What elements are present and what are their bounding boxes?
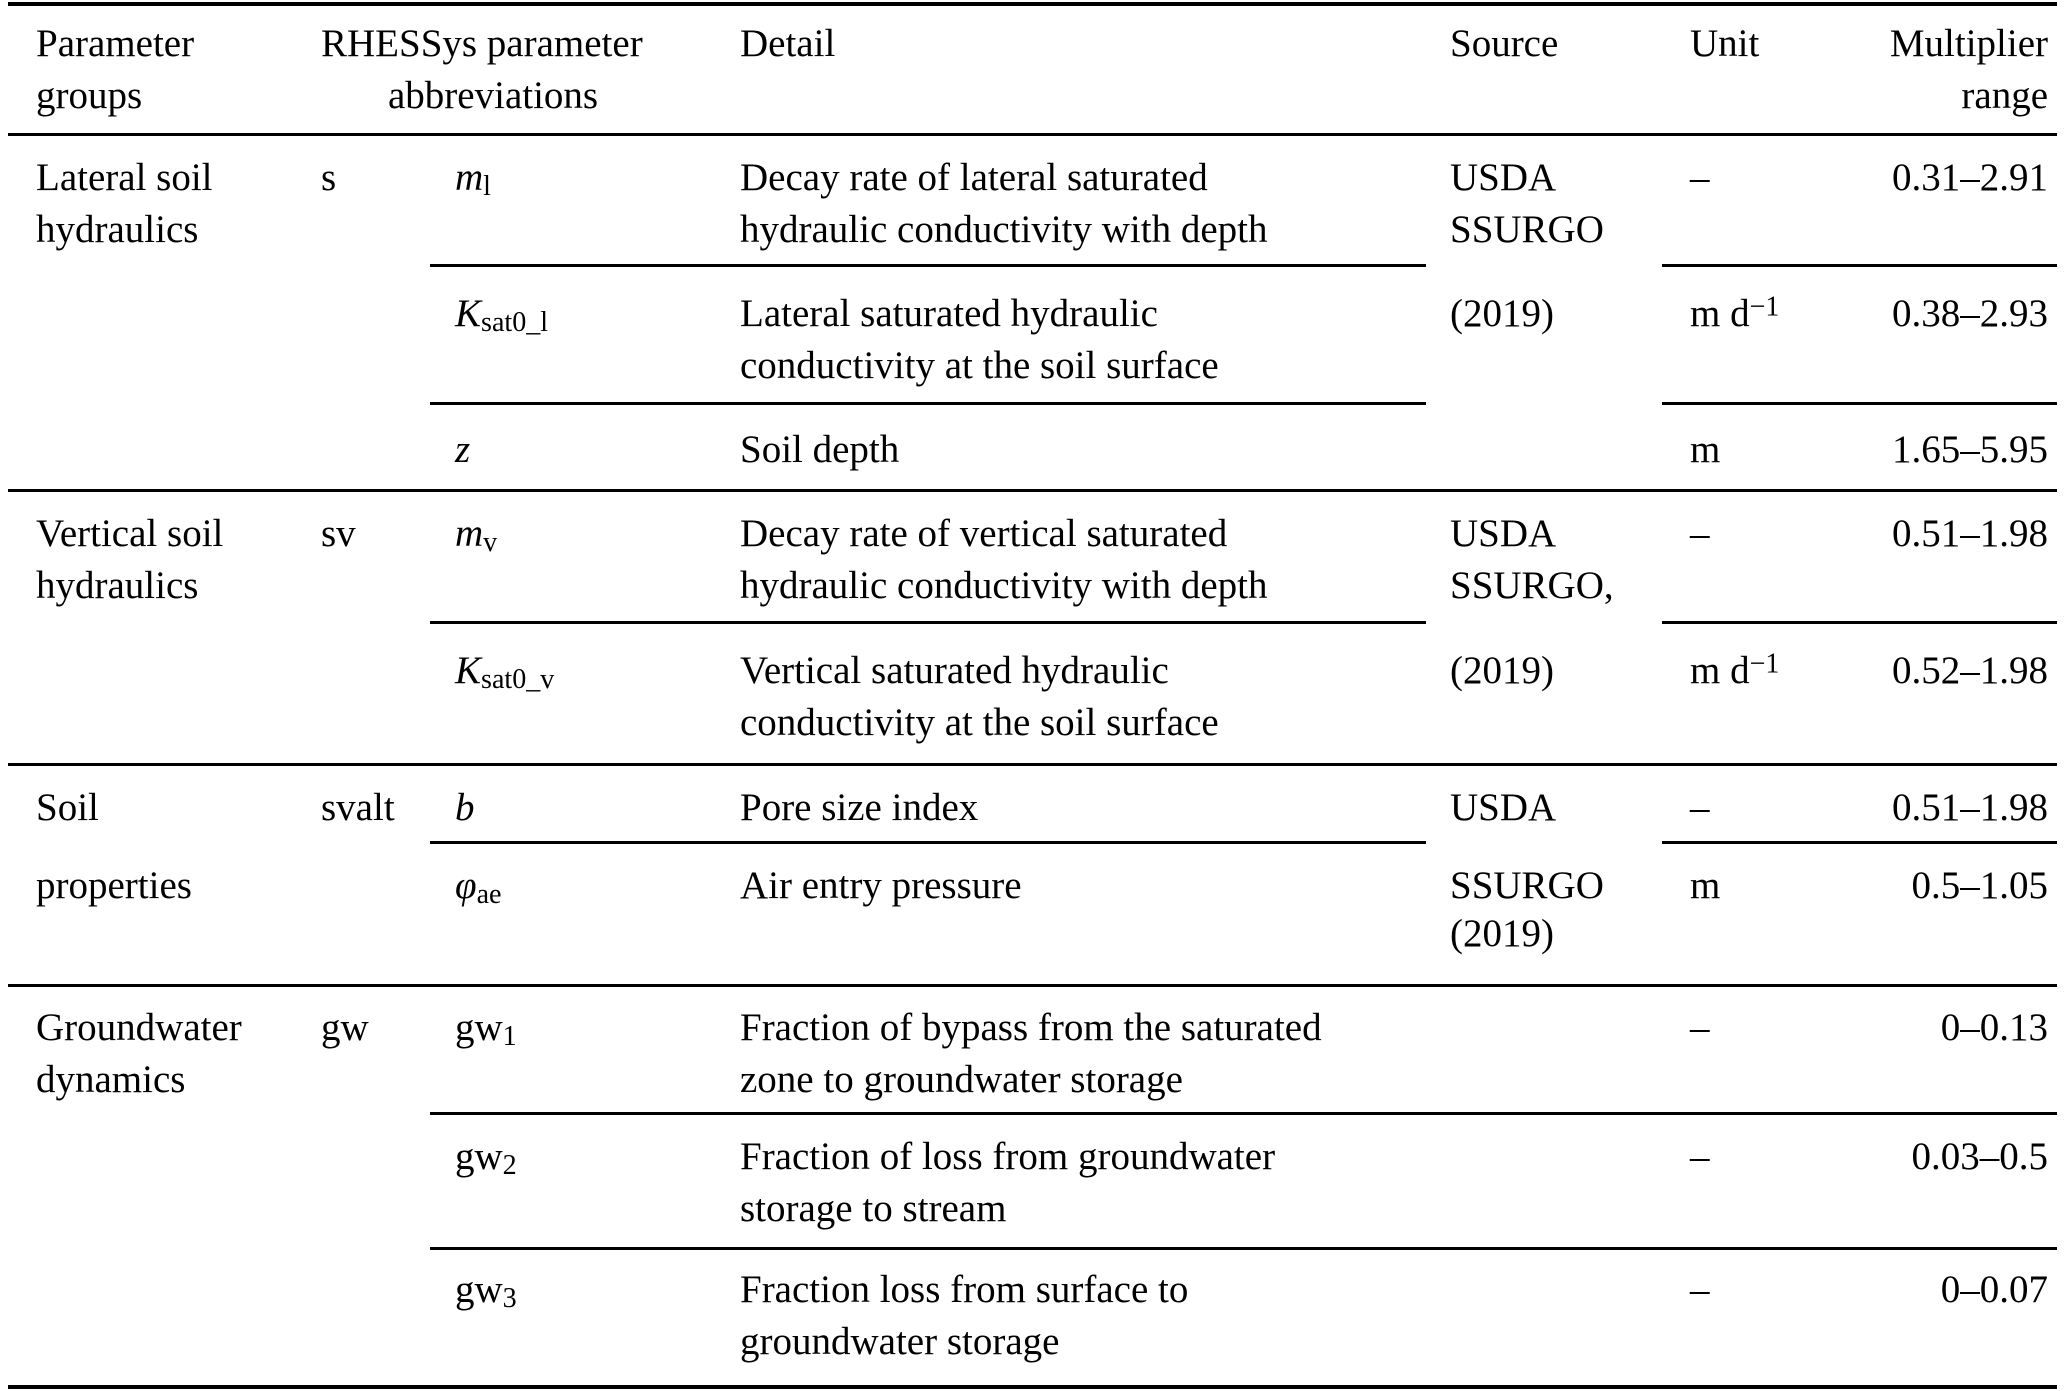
- detail-text-line2: zone to groundwater storage: [740, 1058, 1183, 1101]
- detail-text-line2: conductivity at the soil surface: [740, 344, 1219, 387]
- unit-exponent: −1: [1749, 291, 1780, 323]
- symbol-sub: 1: [502, 1021, 517, 1053]
- source-text: (2019): [1450, 649, 1554, 692]
- detail-text: Decay rate of lateral saturated: [740, 156, 1208, 199]
- group-name-line2: dynamics: [36, 1058, 186, 1101]
- symbol-base: K: [455, 649, 482, 692]
- unit-text: [1690, 508, 1710, 560]
- row-rule: [1662, 621, 2057, 624]
- detail-text: Fraction of bypass from the saturated: [740, 1006, 1322, 1049]
- symbol-sub: 3: [502, 1283, 517, 1315]
- group-abbr: svalt: [321, 786, 395, 829]
- multiplier-range-value: 0.03–0.5: [1911, 1135, 2048, 1178]
- multiplier-range-value: 0.51–1.98: [1892, 786, 2048, 829]
- row-rule: [1662, 841, 2057, 844]
- unit-base: m d: [1690, 292, 1750, 335]
- unit-base: –: [1690, 1268, 1710, 1311]
- group-abbr: s: [321, 156, 337, 199]
- source-text: USDA: [1450, 786, 1557, 829]
- symbol-base: gw: [455, 1135, 503, 1178]
- row-rule: [430, 841, 1426, 844]
- symbol-base: b: [455, 786, 475, 829]
- param-symbol: [455, 1264, 517, 1316]
- param-symbol: [455, 288, 548, 340]
- unit-base: –: [1690, 512, 1710, 555]
- group-separator-rule: [8, 984, 2057, 987]
- group-name: Groundwater: [36, 1006, 242, 1049]
- detail-text: Fraction of loss from groundwater: [740, 1135, 1276, 1178]
- detail-text: Fraction loss from surface to: [740, 1268, 1189, 1311]
- multiplier-range-value: 0.51–1.98: [1892, 512, 2048, 555]
- col-header-parameter-groups-line2: groups: [36, 74, 143, 117]
- col-header-unit: Unit: [1690, 22, 1760, 65]
- symbol-base: z: [455, 428, 471, 471]
- col-header-source: Source: [1450, 22, 1559, 65]
- symbol-sub: ae: [476, 879, 502, 911]
- row-rule: [430, 402, 1426, 405]
- unit-base: m: [1690, 864, 1721, 907]
- symbol-sub: sat0_v: [481, 664, 555, 696]
- symbol-sub: l: [483, 171, 491, 203]
- unit-text: [1690, 645, 1779, 697]
- group-name-line2: hydraulics: [36, 208, 199, 251]
- param-symbol: [455, 424, 470, 476]
- detail-text: Air entry pressure: [740, 864, 1022, 907]
- row-rule: [430, 621, 1426, 624]
- detail-text-line2: conductivity at the soil surface: [740, 701, 1219, 744]
- group-separator-rule: [8, 489, 2057, 492]
- unit-exponent: −1: [1749, 648, 1780, 680]
- source-text: USDA: [1450, 512, 1557, 555]
- source-text: SSURGO: [1450, 864, 1604, 907]
- param-symbol: [455, 782, 475, 834]
- col-header-rhessys-abbreviations: RHESSys parameter: [321, 22, 643, 65]
- unit-base: m d: [1690, 649, 1750, 692]
- multiplier-range-value: 0.5–1.05: [1911, 864, 2048, 907]
- group-name-line2: properties: [36, 864, 192, 907]
- unit-text: [1690, 288, 1779, 340]
- symbol-sub: 2: [502, 1150, 517, 1182]
- multiplier-range-value: 0.31–2.91: [1892, 156, 2048, 199]
- unit-text: [1690, 860, 1720, 912]
- unit-base: –: [1690, 156, 1710, 199]
- param-symbol: [455, 1131, 517, 1183]
- symbol-sub: v: [483, 527, 498, 559]
- detail-text-line2: groundwater storage: [740, 1320, 1060, 1363]
- unit-text: [1690, 424, 1720, 476]
- multiplier-range-value: 0–0.13: [1940, 1006, 2048, 1049]
- col-header-multiplier-range: Multiplier: [1889, 22, 2048, 65]
- detail-text-line2: storage to stream: [740, 1187, 1007, 1230]
- group-separator-rule: [8, 763, 2057, 766]
- unit-text: [1690, 1131, 1710, 1183]
- source-text-line2: SSURGO: [1450, 208, 1604, 251]
- unit-base: –: [1690, 1135, 1710, 1178]
- group-name: Lateral soil: [36, 156, 213, 199]
- header-rule: [8, 133, 2057, 136]
- symbol-base: K: [455, 292, 482, 335]
- detail-text: Vertical saturated hydraulic: [740, 649, 1169, 692]
- multiplier-range-value: 1.65–5.95: [1892, 428, 2048, 471]
- param-symbol: [455, 1002, 517, 1054]
- param-symbol: [455, 860, 502, 912]
- detail-text: Decay rate of vertical saturated: [740, 512, 1228, 555]
- detail-text: Soil depth: [740, 428, 900, 471]
- unit-base: m: [1690, 428, 1721, 471]
- symbol-base: gw: [455, 1006, 503, 1049]
- group-abbr: sv: [321, 512, 356, 555]
- symbol-base: m: [455, 156, 484, 199]
- symbol-sub: sat0_l: [481, 307, 549, 339]
- source-text: USDA: [1450, 156, 1557, 199]
- unit-text: [1690, 152, 1710, 204]
- row-rule: [430, 1112, 2057, 1115]
- row-rule: [1662, 402, 2057, 405]
- row-rule: [430, 264, 1426, 267]
- col-header-multiplier-range-line2: range: [1961, 74, 2048, 117]
- detail-text: Lateral saturated hydraulic: [740, 292, 1158, 335]
- detail-text-line2: hydraulic conductivity with depth: [740, 208, 1268, 251]
- multiplier-range-value: 0.52–1.98: [1892, 649, 2048, 692]
- multiplier-range-value: 0.38–2.93: [1892, 292, 2048, 335]
- col-header-rhessys-abbreviations-line2: abbreviations: [388, 74, 599, 117]
- source-text-line2: SSURGO,: [1450, 564, 1614, 607]
- symbol-base: φ: [455, 864, 477, 907]
- unit-base: –: [1690, 786, 1710, 829]
- col-header-detail: Detail: [740, 22, 836, 65]
- row-rule: [1662, 264, 2057, 267]
- source-text-line2: (2019): [1450, 912, 1554, 955]
- unit-text: [1690, 1264, 1710, 1316]
- unit-base: –: [1690, 1006, 1710, 1049]
- param-symbol: [455, 508, 497, 560]
- group-name: Vertical soil: [36, 512, 224, 555]
- multiplier-range-value: 0–0.07: [1940, 1268, 2048, 1311]
- param-symbol: [455, 152, 491, 204]
- detail-text: Pore size index: [740, 786, 979, 829]
- row-rule: [430, 1247, 2057, 1250]
- unit-text: [1690, 782, 1710, 834]
- group-abbr: gw: [321, 1006, 369, 1049]
- symbol-base: gw: [455, 1268, 503, 1311]
- detail-text-line2: hydraulic conductivity with depth: [740, 564, 1268, 607]
- symbol-base: m: [455, 512, 484, 555]
- table-bottom-rule: [8, 1385, 2057, 1389]
- table-top-rule: [8, 2, 2057, 6]
- param-symbol: [455, 645, 554, 697]
- col-header-parameter-groups: Parameter: [36, 22, 195, 65]
- group-name: Soil: [36, 786, 99, 829]
- source-text: (2019): [1450, 292, 1554, 335]
- group-name-line2: hydraulics: [36, 564, 199, 607]
- unit-text: [1690, 1002, 1710, 1054]
